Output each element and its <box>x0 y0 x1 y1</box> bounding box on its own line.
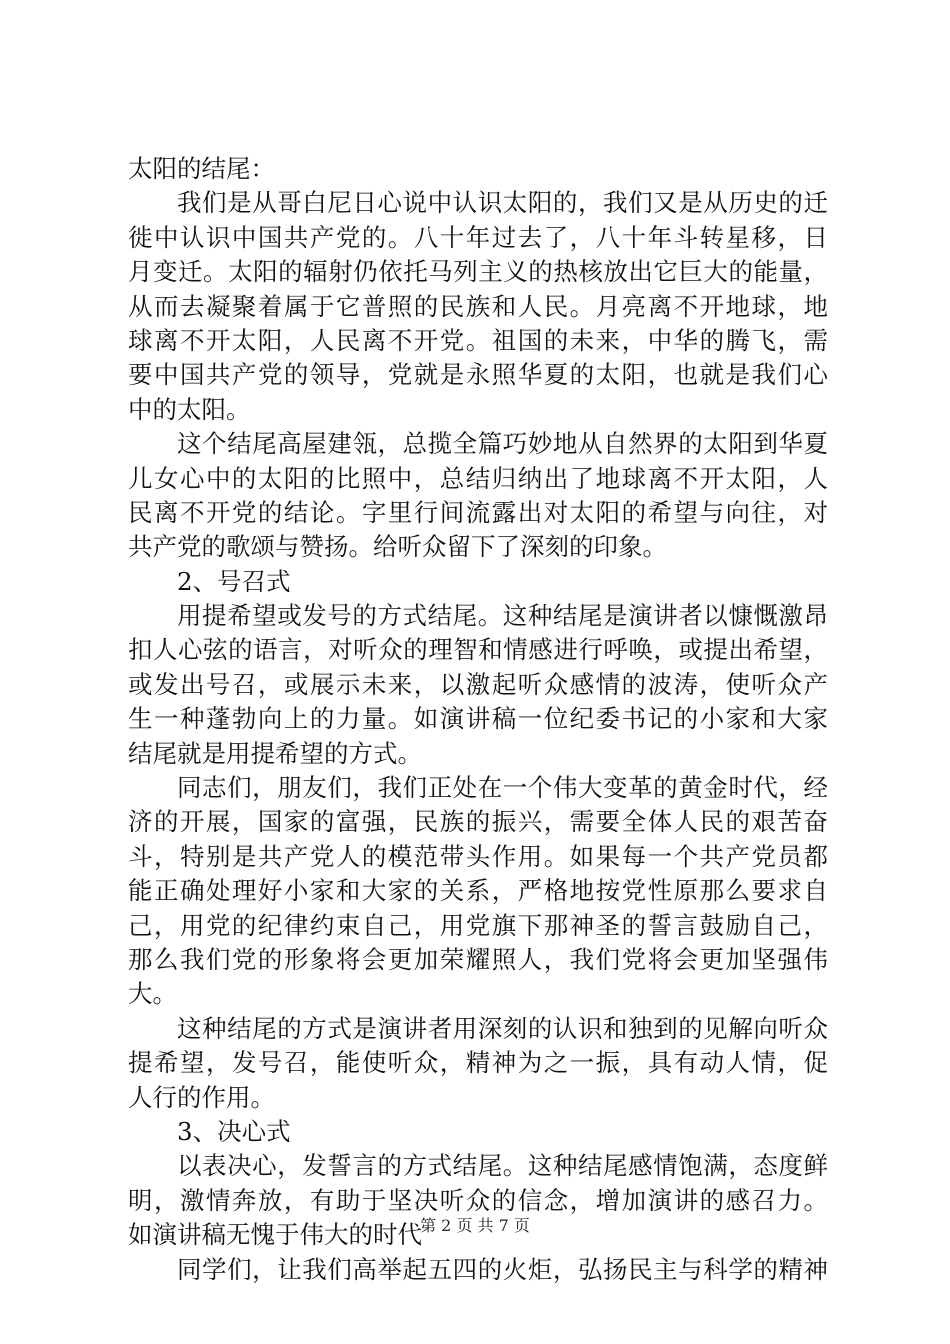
text-line: 从而去凝聚着属于它普照的民族和人民。月亮离不开地球，地 <box>128 291 828 321</box>
text-line: 生一种蓬勃向上的力量。如演讲稿一位纪委书记的小家和大家 <box>128 704 828 734</box>
page-footer: 第 2 页 共 7 页 <box>420 1216 530 1235</box>
text-line: 民离不开党的结论。字里行间流露出对太阳的希望与向往，对 <box>128 497 828 527</box>
text-line: 球离不开太阳，人民离不开党。祖国的未来，中华的腾飞，需 <box>128 325 828 355</box>
text-line: 结尾就是用提希望的方式。 <box>128 738 422 768</box>
text-line: 月变迁。太阳的辐射仍依托马列主义的热核放出它巨大的能量， <box>128 257 828 287</box>
text-line: 这个结尾高屋建瓴，总揽全篇巧妙地从自然界的太阳到华夏 <box>177 429 828 459</box>
text-line: 斗，特别是共产党人的模范带头作用。如果每一个共产党员都 <box>128 841 828 871</box>
text-line: 儿女心中的太阳的比照中，总结归纳出了地球离不开太阳，人 <box>128 463 828 493</box>
text-line: 同学们，让我们高举起五四的火炬，弘扬民主与科学的精神 <box>177 1254 828 1284</box>
text-line: 3、决心式 <box>177 1116 291 1146</box>
text-line: 大。 <box>128 979 177 1009</box>
text-line: 中的太阳。 <box>128 394 251 424</box>
text-line: 如演讲稿无愧于伟大的时代 <box>128 1220 422 1250</box>
text-line: 要中国共产党的领导，党就是永照华夏的太阳，也就是我们心 <box>128 360 828 390</box>
text-line: 共产党的歌颂与赞扬。给听众留下了深刻的印象。 <box>128 532 667 562</box>
text-line: 这种结尾的方式是演讲者用深刻的认识和独到的见解向听众 <box>177 1013 828 1043</box>
text-line: 徙中认识中国共产党的。八十年过去了，八十年斗转星移，日 <box>128 222 828 252</box>
text-line: 用提希望或发号的方式结尾。这种结尾是演讲者以慷慨激昂 <box>177 601 828 631</box>
text-line: 扣人心弦的语言，对听众的理智和情感进行呼唤，或提出希望， <box>128 635 828 665</box>
text-line: 太阳的结尾： <box>128 154 275 183</box>
text-line: 明，激情奔放，有助于坚决听众的信念，增加演讲的感召力。 <box>128 1185 828 1215</box>
text-line: 人行的作用。 <box>128 1082 275 1112</box>
document-body <box>128 152 828 1287</box>
text-line: 2、号召式 <box>177 566 291 596</box>
text-line: 同志们，朋友们，我们正处在一个伟大变革的黄金时代，经 <box>177 773 828 803</box>
text-line: 我们是从哥白尼日心说中认识太阳的，我们又是从历史的迁 <box>177 188 828 218</box>
text-line: 能正确处理好小家和大家的关系，严格地按党性原那么要求自 <box>128 876 828 906</box>
text-line: 济的开展，国家的富强，民族的振兴，需要全体人民的艰苦奋 <box>128 807 828 837</box>
text-line: 己，用党的纪律约束自己，用党旗下那神圣的誓言鼓励自己， <box>128 910 828 940</box>
text-line: 提希望，发号召，能使听众，精神为之一振，具有动人情，促 <box>128 1048 828 1078</box>
text-line: 以表决心，发誓言的方式结尾。这种结尾感情饱满，态度鲜 <box>177 1151 828 1181</box>
text-line: 那么我们党的形象将会更加荣耀照人，我们党将会更加坚强伟 <box>128 944 828 974</box>
text-line: 或发出号召，或展示未来，以激起听众感情的波涛，使听众产 <box>128 669 828 699</box>
